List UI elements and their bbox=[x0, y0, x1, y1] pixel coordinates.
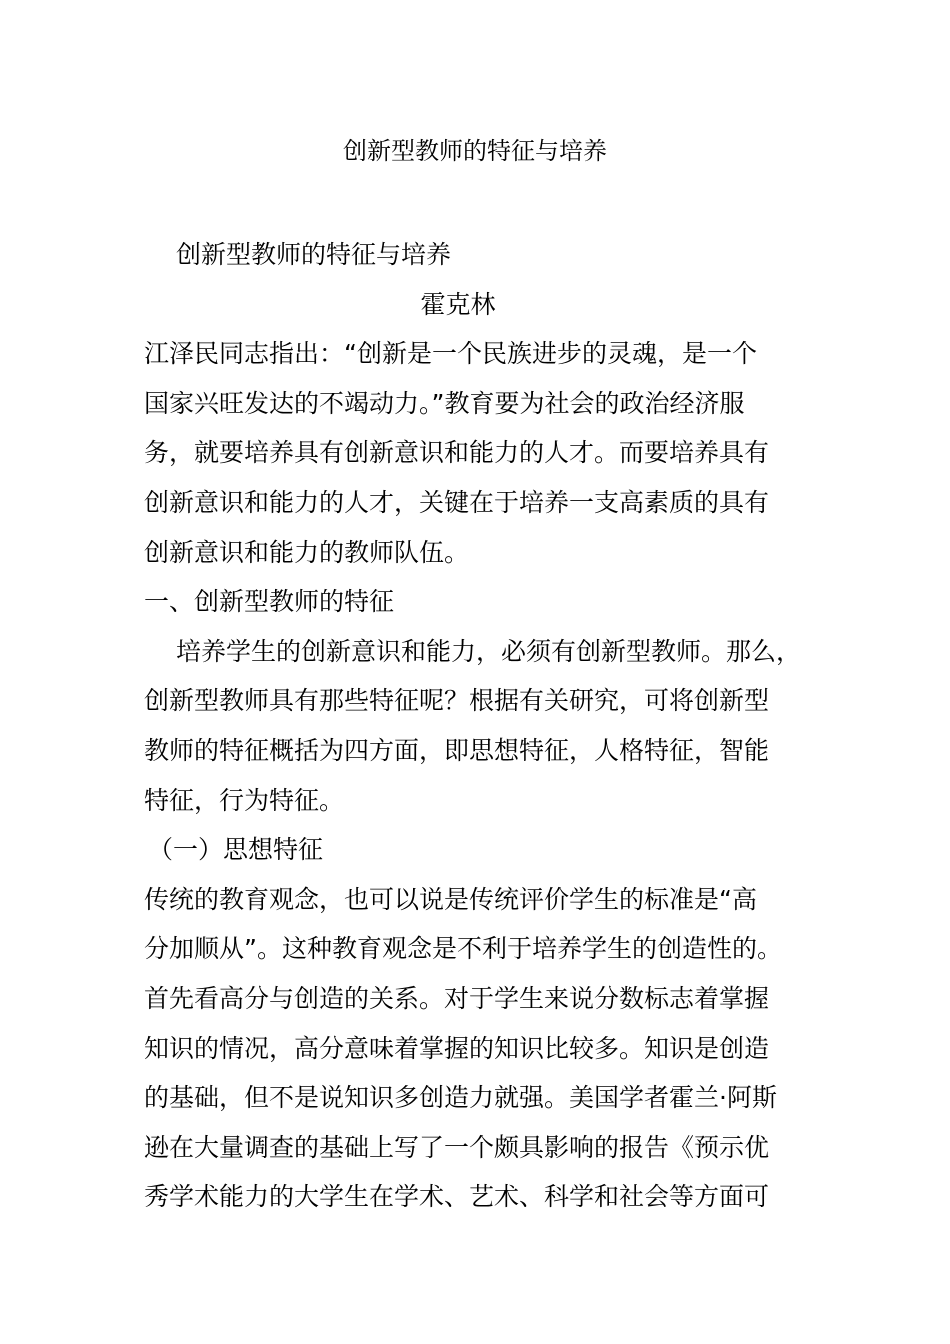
paragraph-line: 培养学生的创新意识和能力，必须有创新型教师。那么， bbox=[176, 636, 802, 666]
subtitle: 创新型教师的特征与培养 bbox=[176, 240, 452, 269]
paragraph-line: 传统的教育观念，也可以说是传统评价学生的标准是“高 bbox=[144, 884, 757, 914]
paragraph-line: 逊在大量调查的基础上写了一个颇具影响的报告《预示优 bbox=[144, 1132, 770, 1162]
paragraph-line: 的基础，但不是说知识多创造力就强。美国学者霍兰·阿斯 bbox=[144, 1083, 777, 1113]
paragraph-line: 首先看高分与创造的关系。对于学生来说分数标志着掌握 bbox=[144, 983, 770, 1013]
subsection-heading: （一）思想特征 bbox=[148, 835, 324, 865]
paragraph-line: 创新意识和能力的人才，关键在于培养一支高素质的具有 bbox=[144, 487, 770, 517]
page-title: 创新型教师的特征与培养 bbox=[343, 137, 607, 165]
author-name: 霍克林 bbox=[420, 289, 496, 319]
paragraph-line: 国家兴旺发达的不竭动力。”教育要为社会的政治经济服 bbox=[144, 388, 745, 418]
section-heading: 一、创新型教师的特征 bbox=[144, 587, 395, 617]
paragraph-line: 江泽民同志指出：“创新是一个民族进步的灵魂，是一个 bbox=[144, 339, 757, 369]
paragraph-line: 分加顺从”。这种教育观念是不利于培养学生的创造性的。 bbox=[144, 934, 782, 964]
paragraph-line: 教师的特征概括为四方面，即思想特征，人格特征，智能 bbox=[144, 735, 770, 765]
paragraph-line: 创新意识和能力的教师队伍。 bbox=[144, 537, 470, 567]
paragraph-line: 秀学术能力的大学生在学术、艺术、科学和社会等方面可 bbox=[144, 1182, 770, 1212]
document-body bbox=[144, 230, 812, 1222]
paragraph-line: 创新型教师具有那些特征呢？根据有关研究，可将创新型 bbox=[144, 686, 770, 716]
paragraph-line: 务，就要培养具有创新意识和能力的人才。而要培养具有 bbox=[144, 438, 770, 468]
paragraph-line: 知识的情况，高分意味着掌握的知识比较多。知识是创造 bbox=[144, 1033, 770, 1063]
paragraph-line: 特征，行为特征。 bbox=[144, 785, 345, 815]
